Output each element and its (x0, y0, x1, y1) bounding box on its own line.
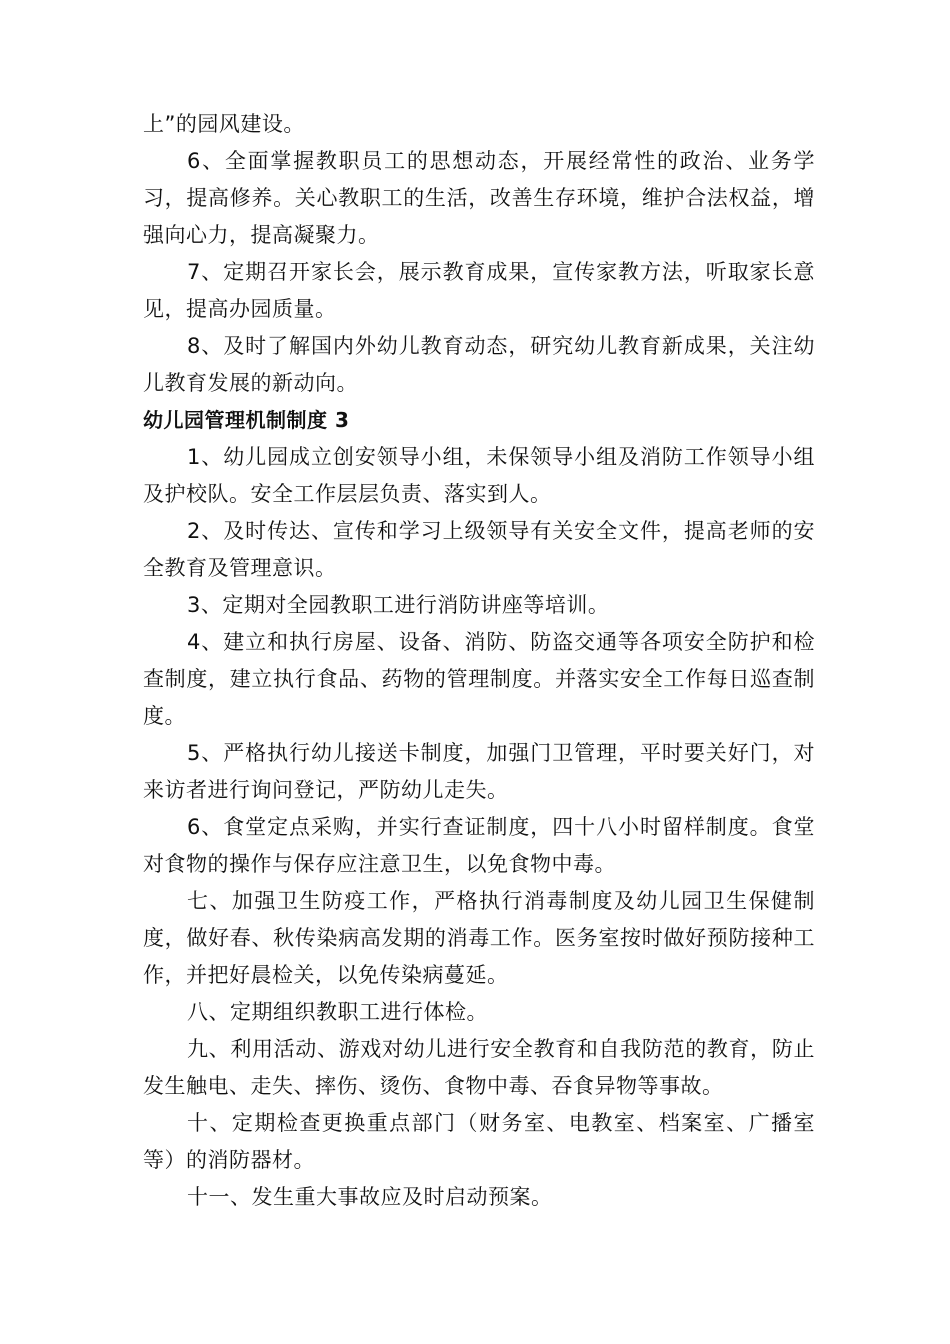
list-item: 4、建立和执行房屋、设备、消防、防盗交通等各项安全防护和检查制度，建立执行食品、药物的管理制度。并落实安全工作每日巡查制度。 (143, 630, 815, 728)
list-item: 2、及时传达、宣传和学习上级领导有关安全文件，提高老师的安全教育及管理意识。 (143, 519, 815, 580)
paragraph-item-7: 7、定期召开家长会，展示教育成果，宣传家教方法，听取家长意见，提高办园质量。 (143, 260, 815, 321)
list-item: 九、利用活动、游戏对幼儿进行安全教育和自我防范的教育，防止发生触电、走失、摔伤、烫伤、食物中毒、吞食异物等事故。 (143, 1037, 815, 1098)
paragraph-item-6: 6、全面掌握教职员工的思想动态，开展经常性的政治、业务学习，提高修养。关心教职工的生活，改善生存环境，维护合法权益，增强向心力，提高凝聚力。 (143, 149, 815, 247)
list-item: 八、定期组织教职工进行体检。 (187, 1000, 488, 1024)
list-item: 3、定期对全园教职工进行消防讲座等培训。 (187, 593, 610, 617)
section-heading: 幼儿园管理机制制度 3 (143, 408, 350, 432)
list-item: 6、食堂定点采购，并实行查证制度，四十八小时留样制度。食堂对食物的操作与保存应注意卫生，以免食物中毒。 (143, 815, 815, 876)
paragraph-continuation: 上”的园风建设。 (143, 112, 305, 136)
list-item: 1、幼儿园成立创安领导小组，未保领导小组及消防工作领导小组及护校队。安全工作层层负责、落实到人。 (143, 445, 815, 506)
list-item: 十、定期检查更换重点部门（财务室、电教室、档案室、广播室等）的消防器材。 (143, 1111, 815, 1172)
paragraph-item-8: 8、及时了解国内外幼儿教育动态，研究幼儿教育新成果，关注幼儿教育发展的新动向。 (143, 334, 815, 395)
document-body (143, 106, 815, 1216)
list-item: 七、加强卫生防疫工作，严格执行消毒制度及幼儿园卫生保健制度，做好春、秋传染病高发期的消毒工作。医务室按时做好预防接种工作，并把好晨检关，以免传染病蔓延。 (143, 889, 815, 987)
list-item: 十一、发生重大事故应及时启动预案。 (187, 1185, 553, 1209)
list-item: 5、严格执行幼儿接送卡制度，加强门卫管理，平时要关好门，对来访者进行询问登记，严防幼儿走失。 (143, 741, 815, 802)
